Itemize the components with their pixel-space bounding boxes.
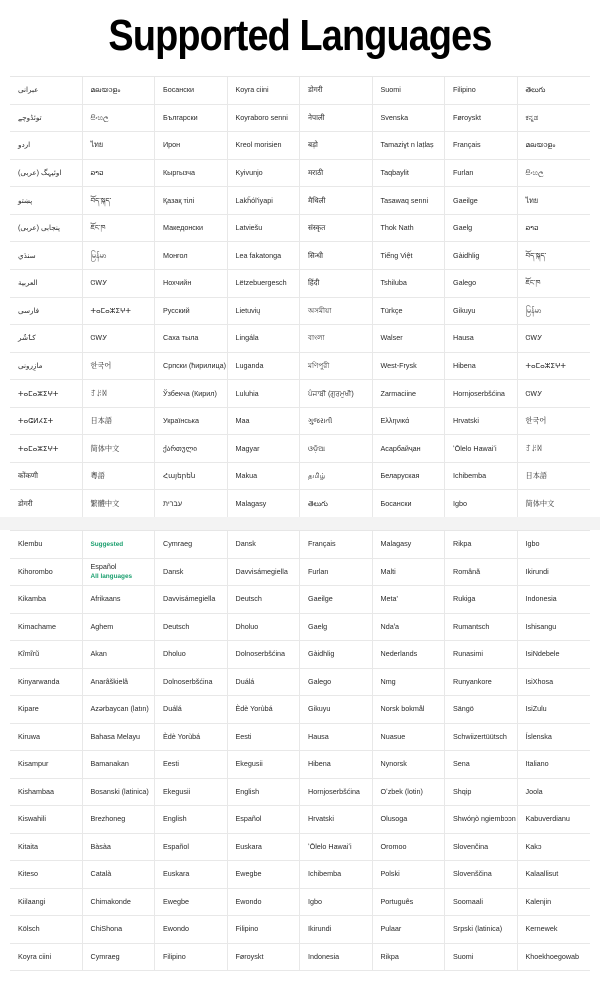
language-item[interactable]: ꆈꌠꉙ xyxy=(518,435,591,463)
language-item[interactable]: ChiShona xyxy=(83,916,156,944)
language-item[interactable]: ᏣᎳᎩ xyxy=(518,380,591,408)
language-item[interactable]: Maa xyxy=(228,408,301,436)
language-item[interactable]: Joola xyxy=(518,779,591,807)
language-item[interactable]: پښتو xyxy=(10,187,83,215)
language-item[interactable]: IsiZulu xyxy=(518,696,591,724)
language-item[interactable]: Ewondo xyxy=(155,916,228,944)
language-item[interactable]: Cymraeg xyxy=(83,944,156,972)
language-item[interactable]: Gàidhlig xyxy=(445,242,518,270)
language-item[interactable]: ລາວ xyxy=(518,215,591,243)
language-item[interactable]: Français xyxy=(300,531,373,559)
language-item[interactable]: Kernewek xyxy=(518,916,591,944)
language-item[interactable]: West-Frysk xyxy=(373,353,446,381)
language-item[interactable]: Gaelg xyxy=(300,614,373,642)
language-item[interactable]: اوئیہگ (عربی) xyxy=(10,160,83,188)
language-item[interactable]: Kalenjin xyxy=(518,889,591,917)
language-item[interactable]: Aghem xyxy=(83,614,156,642)
language-item[interactable]: संस्कृत xyxy=(300,215,373,243)
language-item[interactable]: Taqbaylit xyxy=(373,160,446,188)
language-item[interactable]: English xyxy=(228,779,301,807)
language-item[interactable]: Bamanakan xyxy=(83,751,156,779)
page-title: Supported Languages xyxy=(108,11,492,60)
language-item[interactable]: Soomaali xyxy=(445,889,518,917)
language-item[interactable]: ᏣᎳᎩ xyxy=(83,270,156,298)
language-item[interactable]: Português xyxy=(373,889,446,917)
language-item[interactable]: ⵜⴰⵎⴰⵣⵉⵖⵜ xyxy=(83,298,156,326)
language-item[interactable]: Нохчийн xyxy=(155,270,228,298)
language-item[interactable]: العربية xyxy=(10,270,83,298)
language-item[interactable]: Kikamba xyxy=(10,586,83,614)
language-item[interactable]: עברית xyxy=(155,490,228,518)
language-item[interactable]: মণিপুরী xyxy=(300,353,373,381)
language-item[interactable]: Tamaziɣt n laṭlaṣ xyxy=(373,132,446,160)
language-item[interactable]: Kalaallisut xyxy=(518,861,591,889)
language-item[interactable]: Duálá xyxy=(228,669,301,697)
language-item[interactable]: Furlan xyxy=(445,160,518,188)
language-item[interactable]: Kiilaangi xyxy=(10,889,83,917)
language-item[interactable]: ཇོང་ཁ xyxy=(518,270,591,298)
language-item[interactable]: डोगरी xyxy=(10,490,83,518)
language-item[interactable]: Rukiga xyxy=(445,586,518,614)
language-item[interactable]: Ewegbe xyxy=(155,889,228,917)
language-item[interactable]: Hornjoserbšćina xyxy=(445,380,518,408)
language-item[interactable]: Sängö xyxy=(445,696,518,724)
language-item[interactable]: Kabuverdianu xyxy=(518,806,591,834)
language-item[interactable]: Svenska xyxy=(373,105,446,133)
language-item[interactable]: Afrikaans xyxy=(83,586,156,614)
language-grid-2 xyxy=(10,530,590,970)
language-item[interactable]: ⵜⴰⵎⴰⵣⵉⵖⵜ xyxy=(10,435,83,463)
language-item[interactable]: Furlan xyxy=(300,559,373,587)
language-item[interactable]: Саха тыла xyxy=(155,325,228,353)
language-item[interactable]: Français xyxy=(445,132,518,160)
language-item[interactable]: Walser xyxy=(373,325,446,353)
language-item[interactable]: Shqip xyxy=(445,779,518,807)
language-item[interactable]: Norsk bokmål xyxy=(373,696,446,724)
language-item[interactable]: മലയാളം xyxy=(83,77,156,105)
language-item[interactable]: မြန်မာ xyxy=(518,298,591,326)
language-item[interactable]: Kihorombo xyxy=(10,559,83,587)
language-item[interactable]: اردو xyxy=(10,132,83,160)
language-item[interactable]: Sena xyxy=(445,751,518,779)
language-item[interactable]: Filipino xyxy=(445,77,518,105)
language-item[interactable]: پنجابی (عربی) xyxy=(10,215,83,243)
language-item[interactable]: తెలుగు xyxy=(518,77,591,105)
language-item[interactable]: हिंदी xyxy=(300,270,373,298)
language-item[interactable]: Dansk xyxy=(228,531,301,559)
language-item[interactable]: Hrvatski xyxy=(445,408,518,436)
language-item[interactable]: Chimakonde xyxy=(83,889,156,917)
language-item[interactable]: ქართული xyxy=(155,435,228,463)
language-item[interactable]: Lingála xyxy=(228,325,301,353)
language-item[interactable]: Pulaar xyxy=(373,916,446,944)
language-item[interactable]: Klembu xyxy=(10,531,83,559)
language-item[interactable]: Hrvatski xyxy=(300,806,373,834)
language-item[interactable]: ગુજરાતી xyxy=(300,408,373,436)
language-item[interactable]: Latviešu xyxy=(228,215,301,243)
language-item[interactable]: توئڈوچے xyxy=(10,105,83,133)
language-item[interactable]: Українська xyxy=(155,408,228,436)
language-item[interactable]: ᏣᎳᎩ xyxy=(83,325,156,353)
language-item[interactable]: Ewegbe xyxy=(228,861,301,889)
language-item[interactable]: Română xyxy=(445,559,518,587)
language-item[interactable]: عبرانی xyxy=(10,77,83,105)
language-item[interactable]: سنڌي xyxy=(10,242,83,270)
language-item[interactable]: 粵語 xyxy=(83,463,156,491)
language-item[interactable]: Kishambaa xyxy=(10,779,83,807)
language-item[interactable]: Gikuyu xyxy=(445,298,518,326)
language-item[interactable]: Ewondo xyxy=(228,889,301,917)
all-languages-label: All languages xyxy=(90,573,133,581)
language-item[interactable]: Kitaita xyxy=(10,834,83,862)
language-item[interactable]: ཇོང་ཁ xyxy=(83,215,156,243)
language-item[interactable]: Bahasa Melayu xyxy=(83,724,156,752)
language-item[interactable]: डोगरी xyxy=(300,77,373,105)
language-item[interactable]: Euskara xyxy=(155,861,228,889)
language-item[interactable]: Rikpa xyxy=(445,531,518,559)
language-item[interactable]: Hausa xyxy=(445,325,518,353)
language-item[interactable]: Brezhoneg xyxy=(83,806,156,834)
language-item[interactable]: Lakȟól'iyapi xyxy=(228,187,301,215)
language-item[interactable]: Deutsch xyxy=(228,586,301,614)
language-item[interactable]: Lëtzebuergesch xyxy=(228,270,301,298)
language-item[interactable]: Srpski (latinica) xyxy=(445,916,518,944)
suggested-group[interactable] xyxy=(83,531,156,559)
language-item[interactable]: Malagasy xyxy=(228,490,301,518)
language-item[interactable]: Dolnoserbšćina xyxy=(228,641,301,669)
language-item[interactable]: Русский xyxy=(155,298,228,326)
language-item[interactable]: Nuasue xyxy=(373,724,446,752)
language-item[interactable]: Bosanski (latinica) xyxy=(83,779,156,807)
language-item[interactable]: Босански xyxy=(373,490,446,518)
language-item[interactable]: Македонски xyxy=(155,215,228,243)
language-item[interactable]: Gàidhlig xyxy=(300,641,373,669)
language-item[interactable]: Rikpa xyxy=(373,944,446,972)
language-item[interactable]: Kiteso xyxy=(10,861,83,889)
language-item[interactable]: Dansk xyxy=(155,559,228,587)
language-item[interactable]: Kiswahili xyxy=(10,806,83,834)
language-item[interactable]: Eesti xyxy=(228,724,301,752)
language-item[interactable]: सिन्धी xyxy=(300,242,373,270)
language-item[interactable]: Български xyxy=(155,105,228,133)
language-item[interactable]: Galego xyxy=(445,270,518,298)
language-item[interactable]: Rumantsch xyxy=(445,614,518,642)
language-item[interactable]: 한국어 xyxy=(83,353,156,381)
language-item[interactable]: Gikuyu xyxy=(300,696,373,724)
language-item[interactable]: Ekegusii xyxy=(155,779,228,807)
language-item[interactable]: Deutsch xyxy=(155,614,228,642)
language-item[interactable]: Dolnoserbšćina xyxy=(155,669,228,697)
language-item[interactable]: 한국어 xyxy=(518,408,591,436)
language-item[interactable]: Èdè Yorùbá xyxy=(228,696,301,724)
language-item[interactable]: ʻŌlelo Hawaiʻi xyxy=(445,435,518,463)
language-item[interactable]: Davvisámegiella xyxy=(228,559,301,587)
language-item[interactable]: Koyraboro senni xyxy=(228,105,301,133)
language-item[interactable]: ⵜⴰⵎⴰⵣⵉⵖⵜ xyxy=(518,353,591,381)
language-item[interactable]: Malti xyxy=(373,559,446,587)
language-item[interactable]: Igbo xyxy=(518,531,591,559)
language-item[interactable]: IsiXhosa xyxy=(518,669,591,697)
language-item[interactable]: Kyivunjo xyxy=(228,160,301,188)
language-item[interactable]: ᏣᎳᎩ xyxy=(518,325,591,353)
language-item[interactable]: Luluhia xyxy=(228,380,301,408)
language-item[interactable]: Српски (ћирилица) xyxy=(155,353,228,381)
language-item[interactable]: Føroyskt xyxy=(228,944,301,972)
language-item[interactable]: Ўзбекча (Кирил) xyxy=(155,380,228,408)
language-item[interactable]: Босански xyxy=(155,77,228,105)
language-item[interactable]: Suomi xyxy=(373,77,446,105)
language-item[interactable]: བོད་སྐད་ xyxy=(518,242,591,270)
language-item[interactable]: Ikirundi xyxy=(518,559,591,587)
language-item[interactable]: Қазақ тілі xyxy=(155,187,228,215)
language-item[interactable]: 日本語 xyxy=(518,463,591,491)
language-item[interactable]: Nmg xyxy=(373,669,446,697)
language-item[interactable]: Italiano xyxy=(518,751,591,779)
language-item[interactable]: Igbo xyxy=(300,889,373,917)
language-item[interactable]: Kiruwa xyxy=(10,724,83,752)
language-item[interactable]: Runyankore xyxy=(445,669,518,697)
language-item[interactable]: Асарбайҷан xyxy=(373,435,446,463)
language-item[interactable]: बड़ो xyxy=(300,132,373,160)
language-item[interactable]: Shwóŋò ngiembɔɔn xyxy=(445,806,518,834)
language-item[interactable]: മലയാളം xyxy=(518,132,591,160)
language-item[interactable]: English xyxy=(155,806,228,834)
language-item[interactable]: Duálá xyxy=(155,696,228,724)
language-item[interactable]: Español xyxy=(228,806,301,834)
language-item[interactable]: Ελληνικά xyxy=(373,408,446,436)
language-item[interactable]: Bàsàa xyxy=(83,834,156,862)
language-item[interactable]: Nederlands xyxy=(373,641,446,669)
language-item[interactable]: Gaeilge xyxy=(300,586,373,614)
language-item[interactable]: کٲشُر xyxy=(10,325,83,353)
language-item[interactable]: ⵜⴰⵎⴰⵣⵉⵖⵜ xyxy=(10,380,83,408)
language-item[interactable]: नेपाली xyxy=(300,105,373,133)
language-item[interactable]: Magyar xyxy=(228,435,301,463)
language-item[interactable]: Runasimi xyxy=(445,641,518,669)
language-item[interactable]: 繁體中文 xyxy=(83,490,156,518)
language-item[interactable]: Cymraeg xyxy=(155,531,228,559)
language-item[interactable]: Kreol morisien xyxy=(228,132,301,160)
language-item[interactable]: অসমীয়া xyxy=(300,298,373,326)
language-item[interactable]: Hibena xyxy=(300,751,373,779)
language-item[interactable]: ไทย xyxy=(518,187,591,215)
language-item[interactable]: Hibena xyxy=(445,353,518,381)
language-item[interactable]: සිංහල xyxy=(518,160,591,188)
language-item[interactable]: Lietuvių xyxy=(228,298,301,326)
language-item[interactable]: Indonesia xyxy=(518,586,591,614)
language-item[interactable]: ʻŌlelo Hawaiʻi xyxy=(300,834,373,862)
language-item[interactable]: Ishisangu xyxy=(518,614,591,642)
language-item[interactable]: मराठी xyxy=(300,160,373,188)
language-item[interactable]: Indonesia xyxy=(300,944,373,972)
language-item[interactable]: Føroyskt xyxy=(445,105,518,133)
language-item[interactable]: မြန်မာ xyxy=(83,242,156,270)
language-item[interactable]: Tasawaq senni xyxy=(373,187,446,215)
language-item[interactable]: مازِرونی xyxy=(10,353,83,381)
language-item[interactable]: Türkçe xyxy=(373,298,446,326)
language-item[interactable]: Igbo xyxy=(445,490,518,518)
language-item[interactable]: Ichibemba xyxy=(300,861,373,889)
language-item[interactable]: Olusoga xyxy=(373,806,446,834)
language-item[interactable]: Հայերեն xyxy=(155,463,228,491)
language-item[interactable]: Nynorsk xyxy=(373,751,446,779)
language-item[interactable]: ລາວ xyxy=(83,160,156,188)
suggested-item[interactable]: Español xyxy=(90,562,117,572)
language-item[interactable]: Polski xyxy=(373,861,446,889)
language-item[interactable]: ਪੰਜਾਬੀ (ਗੁਰਮੁਖੀ) xyxy=(300,380,373,408)
language-item[interactable]: कोंकणी xyxy=(10,463,83,491)
language-item[interactable]: ಕನ್ನಡ xyxy=(518,105,591,133)
language-item[interactable]: Oromoo xyxy=(373,834,446,862)
language-item[interactable]: Tiếng Việt xyxy=(373,242,446,270)
language-item[interactable]: Ikirundi xyxy=(300,916,373,944)
language-item[interactable]: IsiNdebele xyxy=(518,641,591,669)
language-item[interactable]: Malagasy xyxy=(373,531,446,559)
section-divider xyxy=(0,517,600,530)
language-item[interactable]: Ichibemba xyxy=(445,463,518,491)
language-item[interactable]: తెలుగు xyxy=(300,490,373,518)
language-item[interactable]: Thok Nath xyxy=(373,215,446,243)
language-item[interactable]: Schwiizertüütsch xyxy=(445,724,518,752)
language-item[interactable]: Euskara xyxy=(228,834,301,862)
language-item[interactable]: සිංහල xyxy=(83,105,156,133)
language-item[interactable]: ꆈꌠꉙ xyxy=(83,380,156,408)
language-item[interactable]: Kisampur xyxy=(10,751,83,779)
language-item[interactable]: ⵜⴰⵛⵍⵃⵉⵜ xyxy=(10,408,83,436)
language-item[interactable] xyxy=(83,559,156,587)
language-item[interactable]: Español xyxy=(155,834,228,862)
suggested-label: Suggested xyxy=(90,540,124,548)
language-item[interactable]: Dholuo xyxy=(228,614,301,642)
language-item[interactable]: Èdè Yorùbá xyxy=(155,724,228,752)
language-item[interactable]: ไทย xyxy=(83,132,156,160)
language-item[interactable]: Koyra ciini xyxy=(10,944,83,972)
language-item[interactable]: Filipino xyxy=(228,916,301,944)
language-item[interactable]: فارسی xyxy=(10,298,83,326)
language-item[interactable]: Slovenščina xyxy=(445,861,518,889)
language-item[interactable]: Kakɔ xyxy=(518,834,591,862)
language-item[interactable]: Galego xyxy=(300,669,373,697)
language-grid-1 xyxy=(10,76,590,517)
language-item[interactable]: Filipino xyxy=(155,944,228,972)
language-item[interactable]: Íslenska xyxy=(518,724,591,752)
language-item[interactable]: Hausa xyxy=(300,724,373,752)
language-item[interactable]: Kölsch xyxy=(10,916,83,944)
language-item[interactable]: Zarmaciine xyxy=(373,380,446,408)
language-item[interactable]: 简体中文 xyxy=(518,490,591,518)
language-item[interactable]: Anarâškielâ xyxy=(83,669,156,697)
language-item[interactable]: বাংলা xyxy=(300,325,373,353)
language-item[interactable]: ଓଡ଼ିଆ xyxy=(300,435,373,463)
language-item[interactable]: 日本語 xyxy=(83,408,156,436)
language-item[interactable]: Makua xyxy=(228,463,301,491)
language-item[interactable]: Kinyarwanda xyxy=(10,669,83,697)
language-item[interactable]: Dholuo xyxy=(155,641,228,669)
language-item[interactable]: Luganda xyxy=(228,353,301,381)
language-item[interactable]: Ekegusii xyxy=(228,751,301,779)
language-item[interactable]: Khoekhoegowab xyxy=(518,944,591,972)
language-item[interactable]: Kimachame xyxy=(10,614,83,642)
language-item[interactable]: Meta' xyxy=(373,586,446,614)
language-item[interactable]: Català xyxy=(83,861,156,889)
language-item[interactable]: Монгол xyxy=(155,242,228,270)
language-item[interactable]: Lea fakatonga xyxy=(228,242,301,270)
language-item[interactable]: Gaeilge xyxy=(445,187,518,215)
language-item[interactable]: Eesti xyxy=(155,751,228,779)
language-item[interactable]: Hornjoserbšćina xyxy=(300,779,373,807)
language-item[interactable]: Gaelg xyxy=(445,215,518,243)
language-item[interactable]: Slovenčina xyxy=(445,834,518,862)
language-item[interactable]: Беларуская xyxy=(373,463,446,491)
language-item[interactable]: Azərbaycan (latın) xyxy=(83,696,156,724)
language-item[interactable]: मैथिली xyxy=(300,187,373,215)
language-item[interactable]: Kipare xyxy=(10,696,83,724)
language-item[interactable]: Tshiluba xyxy=(373,270,446,298)
language-item[interactable]: தமிழ் xyxy=(300,463,373,491)
language-item[interactable]: Ndaꞌa xyxy=(373,614,446,642)
language-item[interactable]: Kĩmĩrũ xyxy=(10,641,83,669)
language-item[interactable]: Ирон xyxy=(155,132,228,160)
language-item[interactable]: Кыргызча xyxy=(155,160,228,188)
language-item[interactable]: བོད་སྐད་ xyxy=(83,187,156,215)
language-item[interactable]: Akan xyxy=(83,641,156,669)
language-item[interactable]: Davvisámegiella xyxy=(155,586,228,614)
language-item[interactable]: 简体中文 xyxy=(83,435,156,463)
language-item[interactable]: Koyra ciini xyxy=(228,77,301,105)
language-item[interactable]: Oʻzbek (lotin) xyxy=(373,779,446,807)
language-item[interactable]: Suomi xyxy=(445,944,518,972)
